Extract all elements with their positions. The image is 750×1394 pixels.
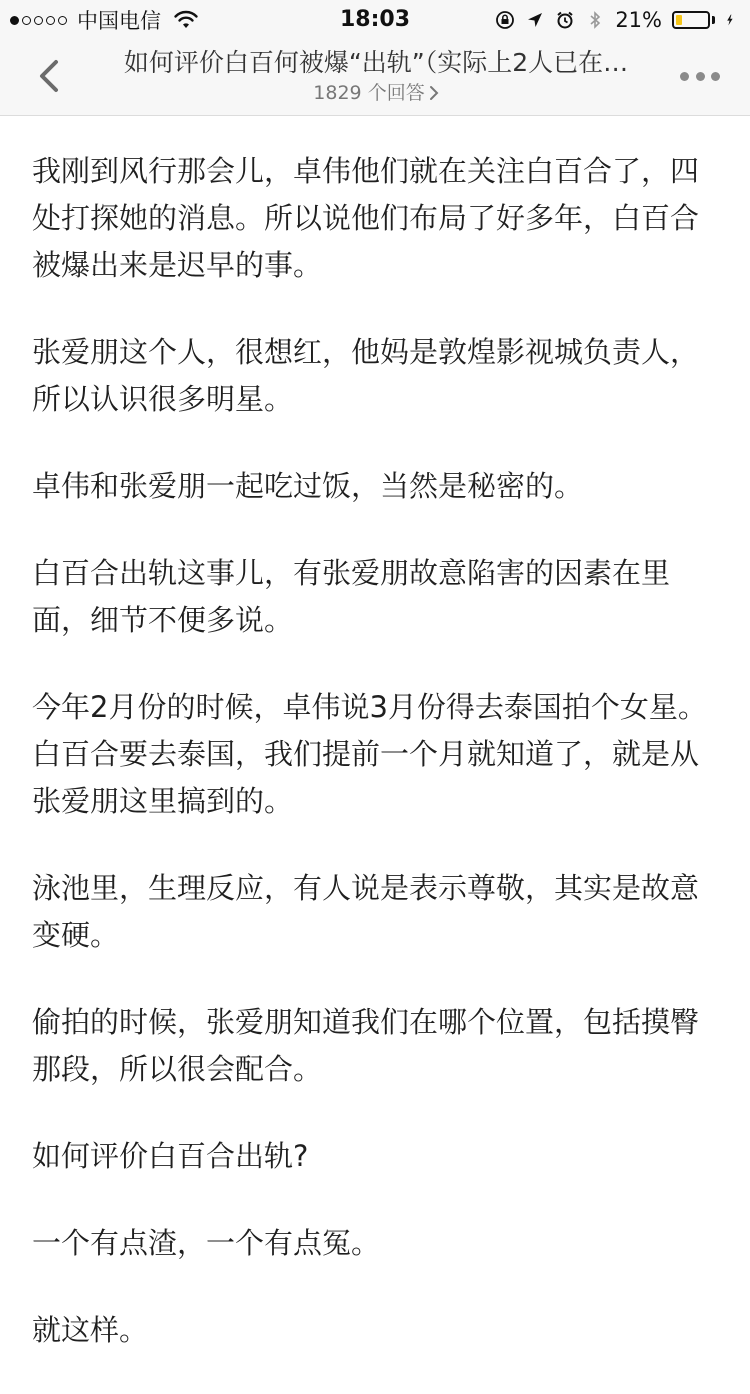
battery-icon (672, 10, 716, 30)
answer-paragraph: 如何评价白百合出轨? (32, 1139, 309, 1173)
bluetooth-icon (585, 10, 605, 30)
rotation-lock-icon (495, 10, 515, 30)
answer-paragraph: 白百合出轨这事儿，有张爱朋故意陷害的因素在里面，细节不便多说。 (32, 556, 671, 637)
more-button[interactable] (680, 66, 720, 86)
answer-paragraph: 卓伟和张爱朋一起吃过饭，当然是秘密的。 (32, 469, 584, 503)
back-button[interactable] (30, 54, 70, 98)
ellipsis-icon (680, 72, 689, 81)
status-time: 18:03 (339, 7, 411, 32)
carrier-name: 中国电信 (77, 9, 161, 33)
answer-paragraph: 偷拍的时候，张爱朋知道我们在哪个位置，包括摸臀那段，所以很会配合。 (32, 1005, 700, 1086)
status-right (495, 0, 738, 40)
nav-bar (0, 40, 750, 116)
answer-content (32, 148, 722, 1394)
answer-paragraph: 张爱朋这个人，很想红，他妈是敦煌影视城负责人，所以认识很多明星。 (32, 335, 700, 416)
answer-paragraph: 今年2月份的时候，卓伟说3月份得去泰国拍个女星。白百合要去泰国，我们提前一个月就知道了，就是从张爱朋这里搞到的。 (32, 690, 707, 818)
charging-bolt-icon (726, 10, 738, 30)
answers-count-link[interactable] (313, 80, 438, 106)
answer-paragraph: 泳池里，生理反应，有人说是表示尊敬，其实是故意变硬。 (32, 871, 700, 952)
status-bar (0, 0, 750, 40)
question-header[interactable] (92, 46, 660, 106)
alarm-icon (555, 10, 575, 30)
answers-count: 1829 个回答 (313, 82, 425, 104)
chevron-left-icon (30, 54, 70, 98)
battery-level-fill (676, 15, 682, 25)
location-arrow-icon (525, 10, 545, 30)
answer-paragraph: 就这样。 (32, 1313, 149, 1347)
chevron-right-icon (429, 85, 439, 101)
battery-percent: 21% (615, 8, 662, 32)
answer-paragraph: 我刚到风行那会儿，卓伟他们就在关注白百合了，四处打探她的消息。所以说他们布局了好多年，白百合被爆出来是迟早的事。 (32, 154, 700, 282)
question-title: 如何评价白百何被爆“出轨”（实际上2人已在… (123, 48, 629, 77)
answer-paragraph: 一个有点渣，一个有点冤。 (32, 1226, 381, 1260)
